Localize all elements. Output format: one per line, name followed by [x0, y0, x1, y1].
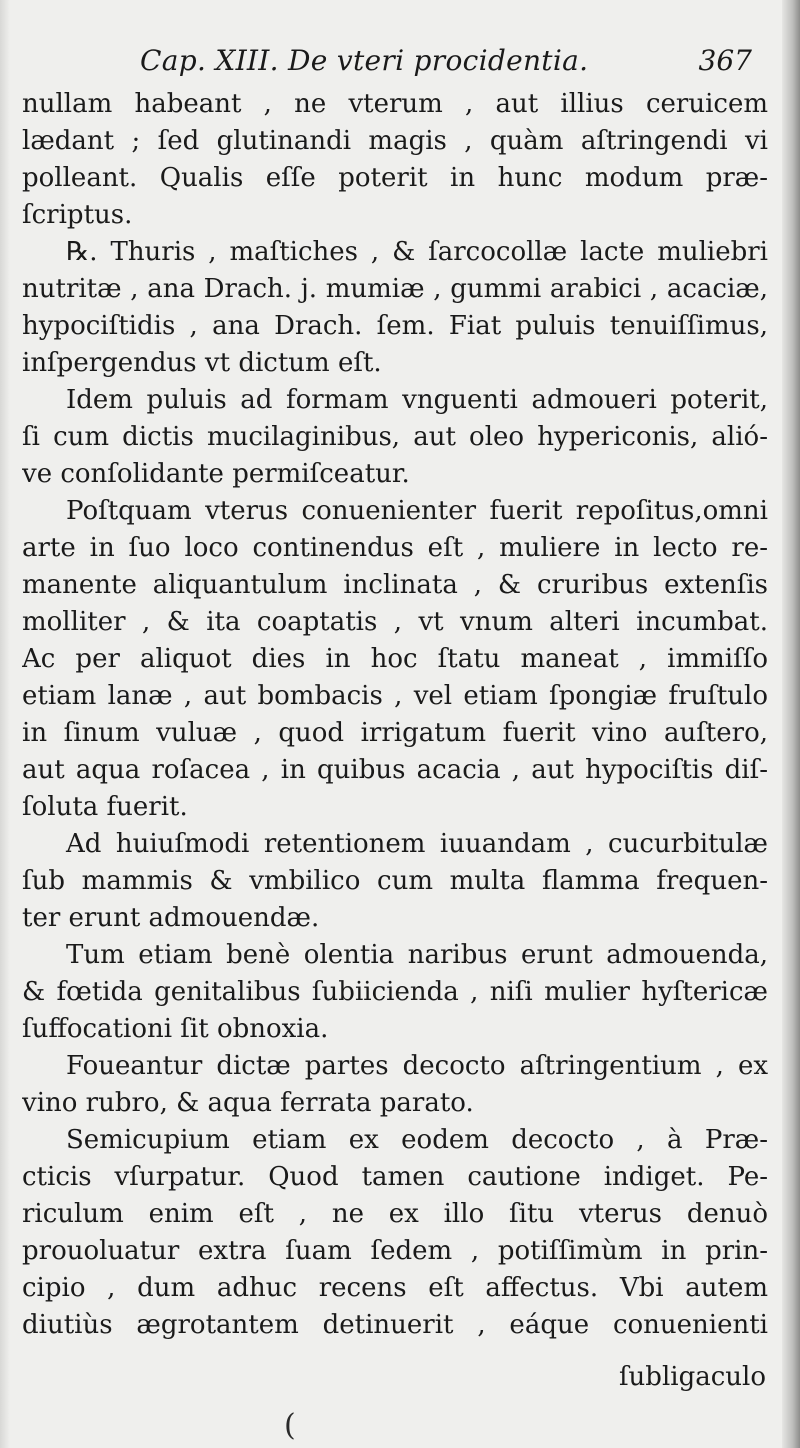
text-line: etiam lanæ , aut bombacis , vel etiam ſpongiæ fruſtulo [22, 681, 768, 711]
text-line: nullam habeant , ne vterum , aut illius ceruicem [22, 89, 768, 119]
text-line: ve conſolidante permiſceatur. [22, 459, 410, 489]
text-line: cipio , dum adhuc recens eſt affectus. Vbi autem [22, 1273, 768, 1303]
page-header [22, 40, 768, 86]
page-gutter-shadow [0, 0, 10, 1448]
text-line: Poſtquam vterus conuenienter fuerit repoſitus,omni [66, 496, 768, 526]
text-line: arte in ſuo loco continendus eſt , muliere in lecto re- [22, 533, 768, 563]
text-line: Foueantur dictæ partes decocto aſtringentium , ex [66, 1051, 768, 1081]
catchword: ſubligaculo [618, 1362, 766, 1392]
running-head: Cap. XIII. De vteri procidentia. [140, 44, 589, 77]
text-line: aut aqua roſacea , in quibus acacia , aut hypociſtis diſ- [22, 755, 768, 785]
text-line: Ac per aliquot dies in hoc ſtatu maneat , immiſſo [22, 644, 768, 674]
text-line: & fœtida genitalibus ſubiicienda , niſi mulier hyſtericæ [22, 977, 768, 1007]
text-line: nutritæ , ana Drach. j. mumiæ , gummi arabici , acaciæ, [22, 274, 768, 304]
text-line: inſpergendus vt dictum eſt. [22, 348, 382, 378]
text-line: riculum enim eſt , ne ex illo ſitu vterus denuò [22, 1199, 768, 1229]
text-line: polleant. Qualis eſſe poterit in hunc modum præ- [22, 163, 768, 193]
text-line: ſub mammis & vmbilico cum multa flamma frequen- [22, 866, 768, 896]
body-text [22, 86, 768, 1344]
bottom-mark: ( [284, 1408, 296, 1443]
text-line: ſuffocationi ſit obnoxia. [22, 1014, 329, 1044]
text-line: Idem puluis ad formam vnguenti admoueri poterit, [66, 385, 768, 415]
text-line: ℞. Thuris , maſtiches , & ſarcocollæ lacte muliebri [66, 237, 768, 267]
page-edge-shadow [782, 0, 800, 1448]
text-line: ter erunt admouendæ. [22, 903, 320, 933]
text-line: molliter , & ita coaptatis , vt vnum alteri incumbat. [22, 607, 768, 637]
page-number: 367 [698, 44, 752, 77]
text-line: prouoluatur extra ſuam ſedem , potiſſimùm in prin- [22, 1236, 768, 1266]
text-line: ſoluta fuerit. [22, 792, 188, 822]
text-line: vino rubro, & aqua ferrata parato. [22, 1088, 474, 1118]
text-line: manente aliquantulum inclinata , & cruribus extenſis [22, 570, 768, 600]
text-line: hypociſtidis , ana Drach. ſem. Fiat puluis tenuiſſimus, [22, 311, 768, 341]
text-line: ſcriptus. [22, 200, 133, 230]
text-line: lædant ; ſed glutinandi magis , quàm aſtringendi vi [22, 126, 768, 156]
text-line: ſi cum dictis mucilaginibus, aut oleo hypericonis, alió- [22, 422, 768, 452]
text-block [22, 40, 768, 1344]
text-line: Tum etiam benè olentia naribus erunt admouenda, [66, 940, 768, 970]
text-line: cticis vſurpatur. Quod tamen cautione indiget. Pe- [22, 1162, 768, 1192]
text-line: Semicupium etiam ex eodem decocto , à Præ- [66, 1125, 768, 1155]
text-line: diutiùs ægrotantem detinuerit , eáque conuenienti [22, 1310, 768, 1340]
text-line: in ſinum vuluæ , quod irrigatum fuerit vino auſtero, [22, 718, 768, 748]
text-line: Ad huiuſmodi retentionem iuuandam , cucurbitulæ [66, 829, 768, 859]
